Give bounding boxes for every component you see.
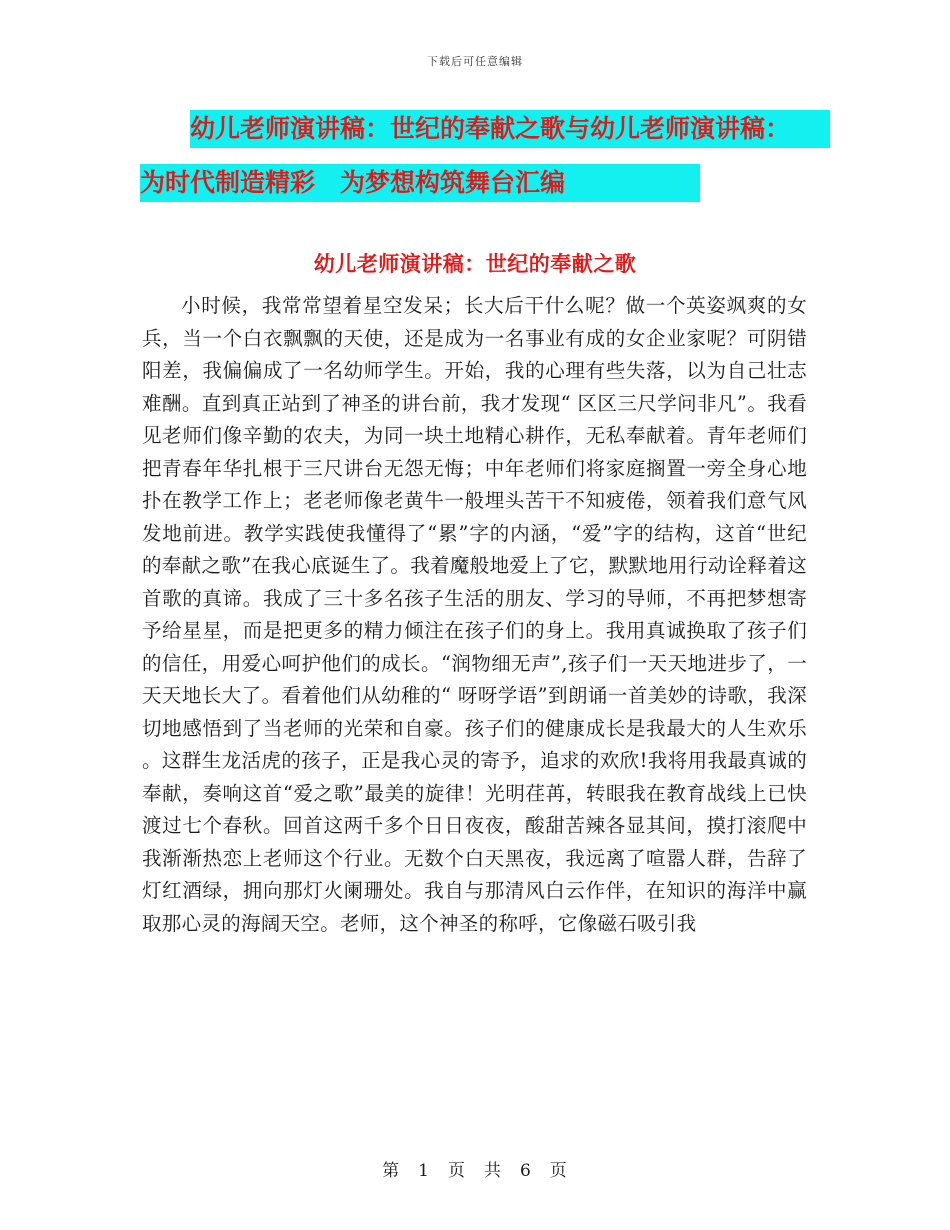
document-title-line-1-text: 幼儿老师演讲稿：世纪的奉献之歌与幼儿老师演讲稿： xyxy=(190,110,830,148)
body-paragraph: 小时候，我常常望着星空发呆；长大后干什么呢？做一个英姿飒爽的女兵，当一个白衣飘飘的天使，还是成为一名事业有成的女企业家呢？可阴错阳差，我偏偏成了一名幼师学生。开始，我的心理有些失落，以为自己壮志难酬。直到真正站到了神圣的讲台前，我才发现“ 区区三尺学问非凡”。我看见老师们像辛勤的农夫，为同一块土地精心耕作，无私奉献着。青年老师们把青春年华扎根于三尺讲台无怨无悔；中年老师们将家庭搁置一旁全身心地扑在教学工作上；老老师像老黄牛一般埋头苦干不知疲倦，领着我们意气风发地前进。教学实践使我懂得了“累”字的内涵，“爱”字的结构，这首“世纪的奉献之歌”在我心底诞生了。我着魔般地爱上了它，默默地用行动诠释着这首歌的真谛。我成了三十多名孩子生活的朋友、学习的导师，不再把梦想寄予给星星，而是把更多的精力倾注在孩子们的身上。我用真诚换取了孩子们的信任，用爱心呵护他们的成长。“润物细无声”,孩子们一天天地进步了，一天天地长大了。看着他们从幼稚的“ 呀呀学语”到朗诵一首美妙的诗歌，我深切地感悟到了当老师的光荣和自豪。孩子们的健康成长是我最大的人生欢乐 。这群生龙活虎的孩子，正是我心灵的寄予，追求的欢欣!我将用我最真诚的奉献，奏响这首“爱之歌”最美的旋律！光明荏苒，转眼我在教育战线上已快渡过七个春秋。回首这两千多个日日夜夜，酸甜苦辣各显其间，摸打滚爬中我渐渐热恋上老师这个行业。无数个白天黑夜，我远离了喧嚣人群，告辞了灯红酒绿，拥向那灯火阑珊处。我自与那清风白云作伴，在知识的海洋中赢取那心灵的海阔天空。老师，这个神圣的称呼，它像磁石吸引我 xyxy=(142,294,807,935)
header-note: 下载后可任意编辑 xyxy=(427,55,523,68)
page-indicator: 第 1 页 共 6 页 xyxy=(382,1161,568,1181)
document-title-line-2-text: 为时代制造精彩 为梦想构筑舞台汇编 xyxy=(140,164,700,202)
document-title-line-2 xyxy=(140,164,830,198)
section-heading: 幼儿老师演讲稿：世纪的奉献之歌 xyxy=(313,252,637,276)
document-title-line-1 xyxy=(140,110,830,144)
document-title xyxy=(140,110,830,218)
